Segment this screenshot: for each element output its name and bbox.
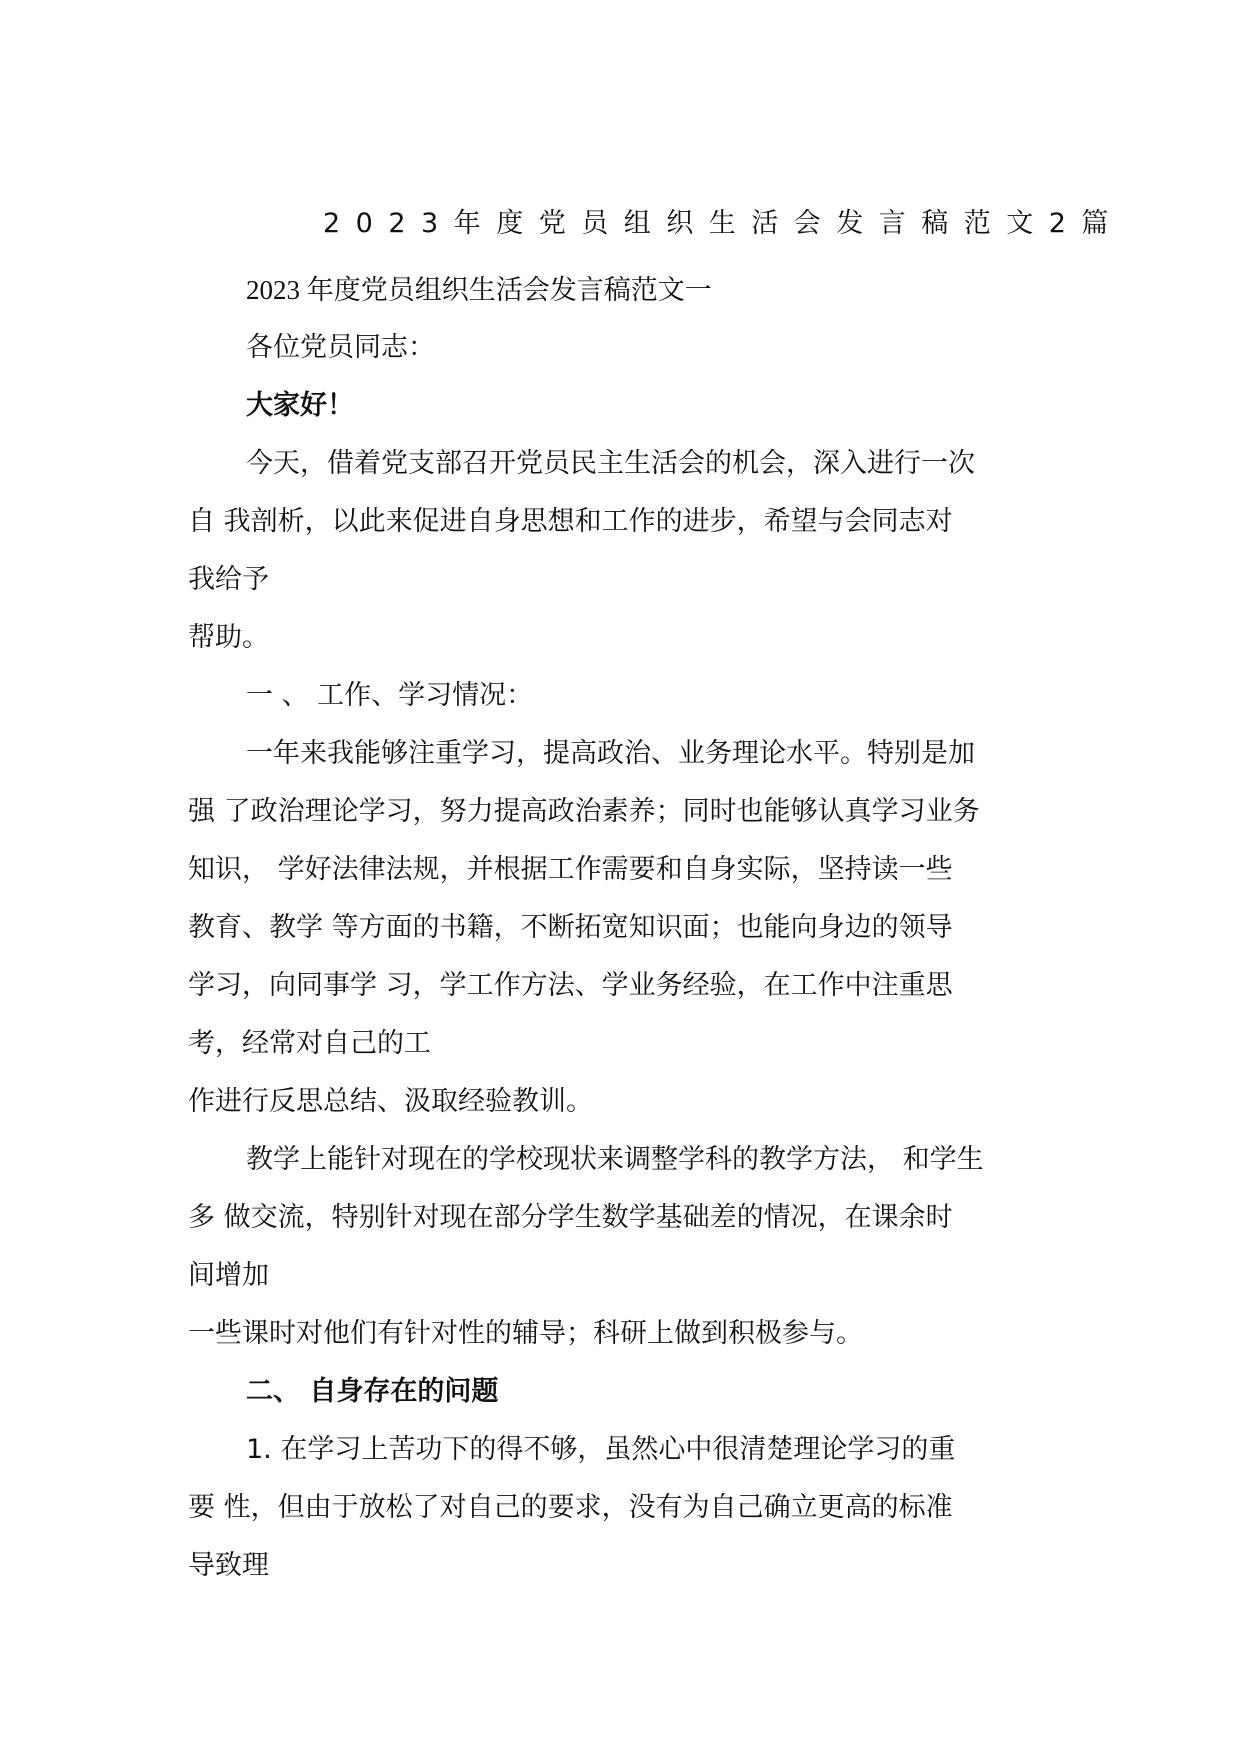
paragraph-line: 多 做交流，特别针对现在部分学生数学基础差的情况，在课余时	[188, 1202, 953, 1233]
paragraph-line: 一些课时对他们有针对性的辅导；科研上做到积极参与。	[188, 1318, 863, 1349]
paragraph-line: 教学上能针对现在的学校现状来调整学科的教学方法， 和学生	[246, 1144, 984, 1175]
paragraph-line: 教育、教学 等方面的书籍，不断拓宽知识面；也能向身边的领导	[188, 912, 953, 943]
greeting: 大家好！	[246, 390, 354, 421]
subheading: 一 、 工作、学习情况：	[246, 680, 534, 711]
paragraph-line: 今天，借着党支部召开党员民主生活会的机会，深入进行一次	[246, 448, 975, 479]
salutation: 各位党员同志：	[246, 332, 435, 363]
paragraph-line: 作进行反思总结、汲取经验教训。	[188, 1086, 593, 1117]
paragraph-line: 帮助。	[188, 622, 269, 653]
paragraph-line: 导致理	[188, 1550, 269, 1581]
paragraph-line: 知识， 学好法律法规，并根据工作需要和自身实际，坚持读一些	[188, 854, 953, 885]
section-heading: 2023 年度党员组织生活会发言稿范文一	[246, 275, 712, 305]
paragraph-line: 学习，向同事学 习，学工作方法、学业务经验，在工作中注重思	[188, 970, 953, 1001]
paragraph-line: 考，经常对自己的工	[188, 1028, 431, 1059]
subheading: 二、 自身存在的问题	[246, 1376, 499, 1407]
paragraph-line: 自 我剖析，以此来促进自身思想和工作的进步，希望与会同志对	[188, 506, 953, 537]
paragraph-line: 我给予	[188, 564, 269, 595]
paragraph-line: 1. 在学习上苦功下的得不够，虽然心中很清楚理论学习的重	[246, 1434, 956, 1465]
paragraph-line: 间增加	[188, 1260, 269, 1291]
paragraph-line: 一年来我能够注重学习，提高政治、业务理论水平。特别是加	[246, 738, 975, 769]
paragraph-line: 强 了政治理论学习，努力提高政治素养；同时也能够认真学习业务	[188, 796, 980, 827]
paragraph-line: 要 性，但由于放松了对自己的要求，没有为自己确立更高的标准	[188, 1492, 953, 1523]
document-title: 2023年度党员组织生活会发言稿范文2篇	[323, 208, 1124, 239]
